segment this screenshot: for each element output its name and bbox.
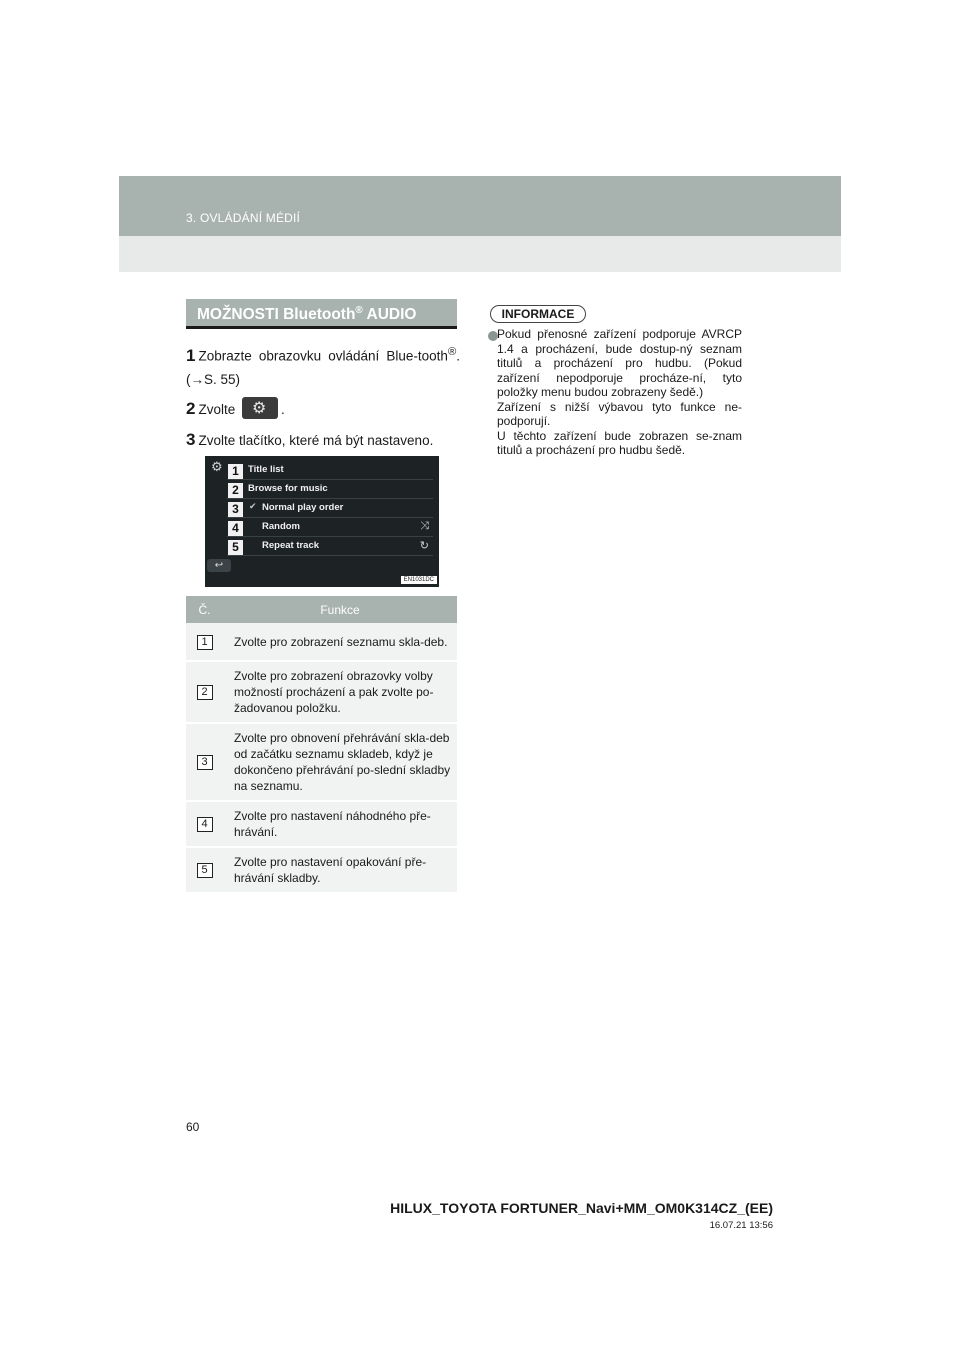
table-header-num: Č. (186, 596, 223, 623)
check-icon: ✔ (249, 501, 257, 511)
row-number-box: 3 (197, 755, 213, 770)
print-timestamp: 16.07.21 13:56 (709, 1220, 773, 1231)
header-band (119, 176, 841, 236)
row-description: Zvolte pro zobrazení seznamu skla-deb. (223, 623, 457, 661)
document-id: HILUX_TOYOTA FORTUNER_Navi+MM_OM0K314CZ_(EE) (390, 1200, 773, 1216)
settings-gear-icon: ⚙ (242, 397, 278, 419)
table-row (186, 623, 457, 661)
callout-badge-1: 1 (228, 464, 243, 479)
callout-badge-5: 5 (228, 540, 243, 555)
step-1: 1 Zobrazte obrazovku ovládání Blue-tooth®. (→S. 55) (186, 345, 460, 387)
row-number-box: 2 (197, 685, 213, 700)
step-2: 2 Zvolte ⚙ . (186, 399, 285, 418)
menu-item-repeat-track[interactable]: Repeat track ↻ (227, 537, 433, 556)
row-description: Zvolte pro obnovení přehrávání skla-deb od začátku seznamu skladeb, když je dokončeno přehrávání po-slední skladby na seznamu. (223, 723, 457, 801)
callout-badge-4: 4 (228, 521, 243, 536)
menu-item-normal-play-order[interactable]: ✔ Normal play order (227, 499, 433, 518)
shuffle-icon: ⤨ (420, 520, 429, 532)
row-number-box: 4 (197, 817, 213, 832)
bluetooth-options-screen (205, 456, 439, 587)
table-row (186, 801, 457, 847)
section-title: MOŽNOSTI Bluetooth® AUDIO (186, 299, 457, 329)
table-row (186, 847, 457, 892)
table-row (186, 661, 457, 723)
row-number-box: 1 (197, 635, 213, 650)
function-table (186, 596, 457, 892)
row-description: Zvolte pro nastavení náhodného pře-hrávání. (223, 801, 457, 847)
step-3: 3 Zvolte tlačítko, které má být nastaveno. (186, 430, 434, 449)
row-number-box: 5 (197, 863, 213, 878)
table-header-func: Funkce (223, 596, 457, 623)
table-row (186, 723, 457, 801)
page-number: 60 (186, 1120, 200, 1134)
callout-badge-2: 2 (228, 483, 243, 498)
menu-item-random[interactable]: Random ⤨ (227, 518, 433, 537)
info-text: Pokud přenosné zařízení podporuje AVRCP 1.4 a procházení, bude dostup-ný seznam titulů a procházení pro hudbu. (Pokud zařízení nepodporuje procháze-ní, tyto položky menu budou zobrazeny šedě.) Zařízení s nižší výbavou tyto funkce ne-podporují. U těchto zařízení bude zobrazen se-znam titulů a procházení pro hudbu šedě. (497, 327, 742, 457)
info-label: INFORMACE (490, 305, 586, 323)
header-subband (119, 236, 841, 272)
menu-item-browse-for-music[interactable]: Browse for music (227, 480, 433, 499)
row-description: Zvolte pro zobrazení obrazovky volby možností procházení a pak zvolte po-žadovanou položku. (223, 661, 457, 723)
gear-icon: ⚙ (211, 459, 223, 474)
back-arrow-icon[interactable]: ↩ (207, 559, 231, 572)
image-code: EN1031DC (401, 576, 437, 584)
row-description: Zvolte pro nastavení opakování pře-hrávání skladby. (223, 847, 457, 892)
menu-item-title-list[interactable]: Title list (227, 461, 433, 480)
repeat-icon: ↻ (419, 540, 429, 552)
section-label: 3. OVLÁDÁNÍ MÉDIÍ (186, 211, 301, 225)
callout-badge-3: 3 (228, 502, 243, 517)
